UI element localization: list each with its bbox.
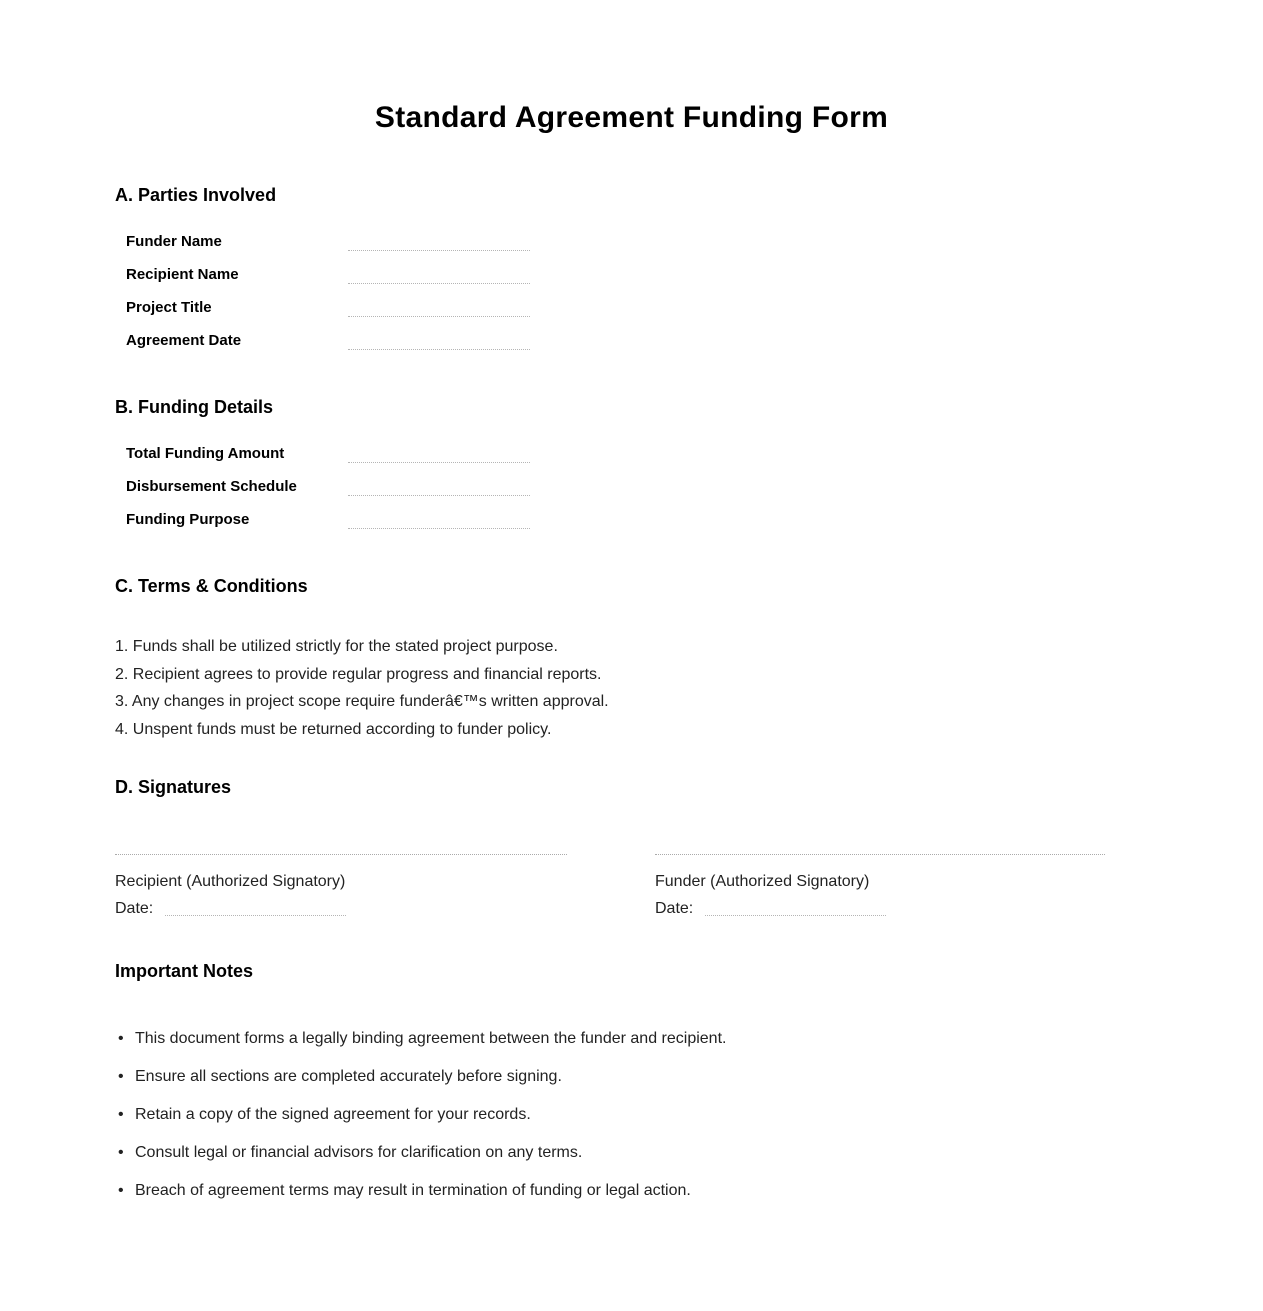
disbursement-schedule-label: Disbursement Schedule [126,478,297,495]
total-funding-amount-label: Total Funding Amount [126,445,285,462]
agreement-date-label: Agreement Date [126,332,242,349]
funder-name-input-line[interactable] [348,232,530,251]
document-title: Standard Agreement Funding Form [374,101,889,134]
terms-list [115,633,1148,743]
section-funding-details [115,397,1148,529]
note-item-1 [115,1029,1148,1048]
note-text: This document forms a legally binding agreement between the funder and recipient. [135,1030,727,1047]
project-title-label: Project Title [126,299,212,316]
recipient-date-row [115,899,567,918]
field-row-funding-purpose [115,496,1148,529]
bullet-marker [118,1143,124,1162]
funder-name-label: Funder Name [126,233,222,250]
field-row-disbursement-schedule [115,463,1148,496]
total-funding-amount-input-line[interactable] [348,444,530,463]
note-item-2 [115,1067,1148,1086]
note-item-3 [115,1105,1148,1124]
field-row-funder-name [115,218,1148,251]
signature-block-recipient [115,854,567,918]
terms-item-1: 1. Funds shall be utilized strictly for the stated project purpose. [115,638,558,655]
funder-date-input-line[interactable] [705,915,886,916]
bullet-marker [118,1067,124,1086]
funding-purpose-input-line[interactable] [348,510,530,529]
parties-heading: A. Parties Involved [115,185,277,205]
funding-purpose-label: Funding Purpose [126,511,250,528]
parties-fields [115,218,1148,350]
important-notes-heading: Important Notes [115,961,254,981]
note-item-5 [115,1181,1148,1200]
funder-date-row [655,899,1105,918]
terms-item-2: 2. Recipient agrees to provide regular progress and financial reports. [115,665,602,683]
signature-block-funder [655,854,1105,918]
note-item-4 [115,1143,1148,1162]
recipient-name-label: Recipient Name [126,266,239,283]
field-row-project-title [115,284,1148,317]
recipient-signatory-label: Recipient (Authorized Signatory) [115,873,346,890]
bullet-marker [118,1181,124,1200]
terms-item-3: 3. Any changes in project scope require funderâ€™s written approval. [115,693,609,710]
terms-item-4: 4. Unspent funds must be returned according to funder policy. [115,720,552,738]
terms-heading: C. Terms & Conditions [115,576,308,596]
funder-date-label: Date: [655,900,694,917]
section-important-notes [115,961,1148,1200]
recipient-name-input-line[interactable] [348,265,530,284]
signatures-heading: D. Signatures [115,777,232,797]
section-parties-involved [115,185,1148,350]
field-row-total-funding-amount [115,430,1148,463]
signatures-row [115,854,1148,918]
recipient-date-label: Date: [115,900,154,917]
note-text: Retain a copy of the signed agreement for your records. [135,1106,531,1123]
funding-heading: B. Funding Details [115,397,274,417]
agreement-date-input-line[interactable] [348,331,530,350]
note-text: Consult legal or financial advisors for clarification on any terms. [135,1144,583,1161]
field-row-recipient-name [115,251,1148,284]
notes-list [115,1029,1148,1200]
recipient-date-input-line[interactable] [165,915,346,916]
funding-fields [115,430,1148,529]
recipient-signature-line[interactable] [115,854,567,855]
section-signatures [115,777,1148,918]
note-text: Ensure all sections are completed accurately before signing. [135,1068,562,1085]
bullet-marker [118,1105,124,1124]
note-text: Breach of agreement terms may result in termination of funding or legal action. [135,1182,691,1199]
section-terms-conditions [115,576,1148,743]
funder-signatory-label: Funder (Authorized Signatory) [655,873,870,890]
project-title-input-line[interactable] [348,298,530,317]
bullet-marker [118,1029,124,1048]
funder-signature-line[interactable] [655,854,1105,855]
disbursement-schedule-input-line[interactable] [348,477,530,496]
field-row-agreement-date [115,317,1148,350]
